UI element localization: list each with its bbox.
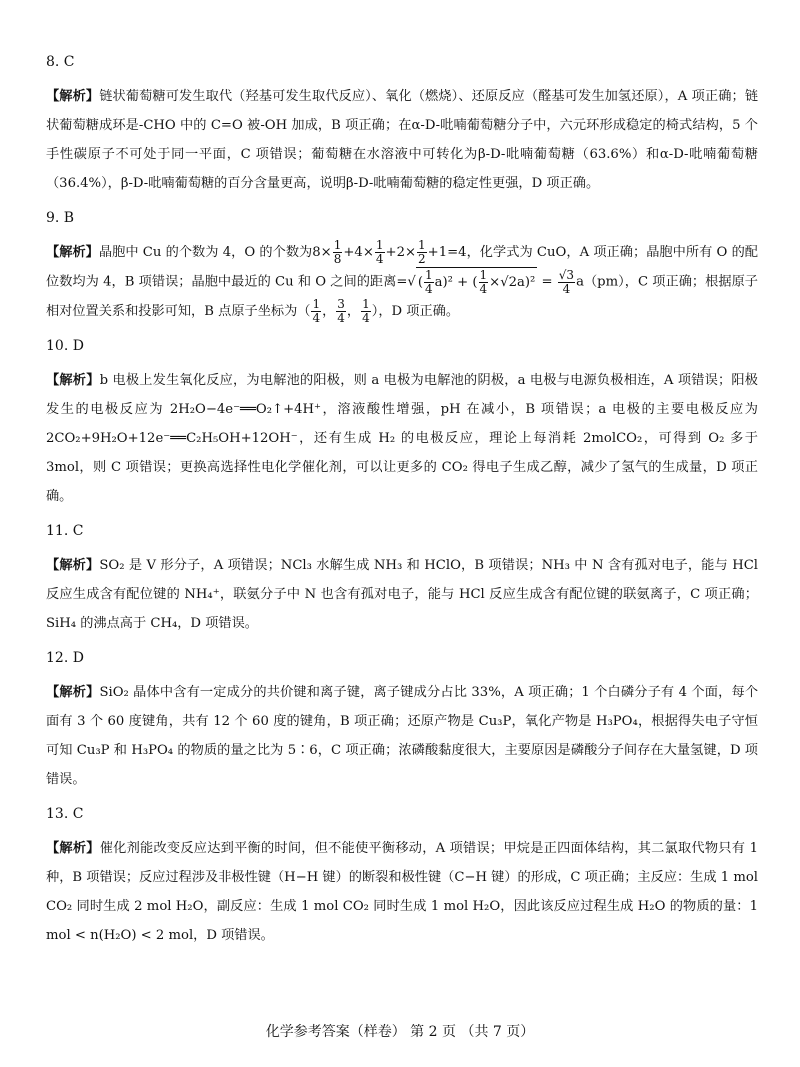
denominator: 4 bbox=[312, 311, 321, 325]
question-10-explanation bbox=[46, 366, 758, 511]
analysis-tag: 【解析】 bbox=[46, 685, 100, 700]
fraction bbox=[424, 269, 434, 296]
numerator: 1 bbox=[479, 268, 488, 282]
question-13-explanation bbox=[46, 834, 758, 950]
question-8-explanation bbox=[46, 82, 758, 198]
question-11-text: SO₂ 是 V 形分子，A 项错误；NCl₃ 水解生成 NH₃ 和 HClO，B 项错误；NH₃ 中 N 含有孤对电子，能与 HCl 反应生成含有配位键的 NH₄⁺，联氨分子中 N 也含有孤对电子，能与 HCl 反应生成含有配位键的联氨离子，C 项正确；SiH₄ 的沸点高于 CH₄，D 项错误。 bbox=[46, 558, 759, 631]
q9-text-3: a（pm），C 项正确；根据原子相对位置关系和投影可知，B 点原子坐标为（ bbox=[46, 274, 758, 319]
q9-expr-4: +1=4 bbox=[427, 245, 467, 260]
coord-fraction-3 bbox=[361, 298, 371, 325]
sqrt-part-3: ×√2a)² bbox=[489, 275, 536, 290]
question-12-number: 12. D bbox=[46, 650, 84, 666]
q9-expr-1: 8× bbox=[312, 245, 332, 260]
analysis-tag: 【解析】 bbox=[46, 245, 99, 260]
question-8-text: 链状葡萄糖可发生取代（羟基可发生取代反应）、氧化（燃烧）、还原反应（醛基可发生加氢还原），A 项正确；链状葡萄糖成环是-CHO 中的 C=O 被-OH 加成，B 项正确；在α-D-吡喃葡萄糖分子中，六元环形成稳定的椅式结构，5 个手性碳原子不可处于同一平面，C 项错误；葡萄糖在水溶液中可转化为β-D-吡喃葡萄糖（63.6%）和α-D-吡喃葡萄糖（36.4%），β-D-吡喃葡萄糖的百分含量更高，说明β-D-吡喃葡萄糖的稳定性更强，D 项正确。 bbox=[46, 89, 759, 191]
analysis-tag: 【解析】 bbox=[46, 841, 100, 856]
question-13-text: 催化剂能改变反应达到平衡的时间，但不能使平衡移动，A 项错误；甲烷是正四面体结构，其二氯取代物只有 1 种，B 项错误；反应过程涉及非极性键（H−H 键）的断裂和极性键（C−H 键）的形成，C 项正确；主反应：生成 1 mol CO₂ 同时生成 2 mol H₂O，副反应：生成 1 mol CO₂ 同时生成 1 mol H₂O，因此该反应过程生成 H₂O 的物质的量：1 mol < n(H₂O) < 2 mol，D 项错误。 bbox=[46, 841, 759, 943]
q9-expr-2: +4× bbox=[343, 245, 374, 260]
question-13-number: 13. C bbox=[46, 806, 84, 822]
sqrt-radicand bbox=[416, 267, 537, 297]
question-9-explanation bbox=[46, 238, 758, 326]
denominator: 4 bbox=[362, 311, 370, 325]
question-12-explanation bbox=[46, 678, 758, 794]
fraction bbox=[333, 239, 343, 266]
coord-fraction-1 bbox=[311, 298, 321, 325]
sqrt-part-2: a)² + ( bbox=[434, 275, 478, 290]
fraction bbox=[375, 239, 385, 266]
fraction bbox=[558, 269, 575, 296]
q9-text-1: 晶胞中 Cu 的个数为 4，O 的个数为 bbox=[98, 245, 313, 260]
numerator: 1 bbox=[375, 238, 384, 252]
q9-text-2: ，化学式为 CuO，A 项正确；晶胞中所有 O 的配位数均为 4，B 项错误；晶胞中最近的 Cu 和 O 之间的距离= bbox=[46, 245, 758, 290]
numerator: 1 bbox=[362, 297, 370, 311]
question-8-number: 8. C bbox=[46, 54, 75, 70]
denominator: 4 bbox=[337, 311, 345, 325]
numerator: 1 bbox=[312, 297, 321, 311]
question-10 bbox=[46, 336, 758, 511]
question-10-text: b 电极上发生氧化反应，为电解池的阳极，则 a 电极为电解池的阴极，a 电极与电源负极相连，A 项错误；阳极发生的电极反应为 2H₂O−4e⁻══O₂↑+4H⁺，溶液酸性增强，pH 在减小，B 项错误；a 电极的主要电极反应为 2CO₂+9H₂O+12e⁻══C₂H₅OH+12OH⁻，还有生成 H₂ 的电极反应，理论上每消耗 2molCO₂，可得到 O₂ 多于 3mol，则 C 项错误；更换高选择性电化学催化剂，可以让更多的 CO₂ 得电子生成乙醇，减少了氢气的生成量，D 项正确。 bbox=[46, 373, 758, 504]
fraction bbox=[479, 269, 489, 296]
denominator: 4 bbox=[375, 252, 384, 266]
sqrt-part-1: ( bbox=[417, 275, 423, 290]
fraction bbox=[417, 239, 427, 266]
analysis-tag: 【解析】 bbox=[46, 558, 100, 573]
question-9 bbox=[46, 208, 758, 326]
denominator: 4 bbox=[479, 282, 488, 296]
equals-sign: = bbox=[537, 274, 557, 290]
numerator: 1 bbox=[418, 238, 426, 252]
page-footer: 化学参考答案（样卷） 第 2 页 （共 7 页） bbox=[265, 1024, 535, 1040]
question-8 bbox=[46, 52, 758, 198]
denominator: 4 bbox=[424, 282, 433, 296]
sqrt-sign: √ bbox=[407, 274, 416, 290]
question-11 bbox=[46, 521, 758, 638]
numerator: 3 bbox=[337, 297, 345, 311]
question-10-number: 10. D bbox=[46, 338, 84, 354]
analysis-tag: 【解析】 bbox=[46, 89, 100, 104]
question-11-explanation bbox=[46, 551, 758, 638]
comma: ， bbox=[346, 304, 361, 319]
question-11-number: 11. C bbox=[46, 523, 84, 539]
question-12-text: SiO₂ 晶体中含有一定成分的共价键和离子键，离子键成分占比 33%，A 项正确；1 个白磷分子有 4 个面，每个面有 3 个 60 度键角，共有 12 个 60 度的键角，B 项正确；还原产物是 Cu₃P，氧化产物是 H₃PO₄，根据得失电子守恒可知 Cu₃P 和 H₃PO₄ 的物质的量之比为 5∶6，C 项正确；浓磷酸黏度很大，主要原因是磷酸分子间存在大量氢键，D 项错误。 bbox=[46, 685, 759, 787]
answer-page bbox=[46, 52, 758, 954]
coord-fraction-2 bbox=[336, 298, 346, 325]
numerator: 1 bbox=[424, 268, 433, 282]
analysis-tag: 【解析】 bbox=[46, 373, 100, 388]
denominator: 2 bbox=[418, 252, 426, 266]
comma: ， bbox=[322, 304, 336, 319]
question-12 bbox=[46, 648, 758, 794]
q9-expr-3: +2× bbox=[385, 245, 417, 260]
denominator: 8 bbox=[333, 252, 342, 266]
q9-text-4: ），D 项正确。 bbox=[371, 304, 460, 319]
question-9-number: 9. B bbox=[46, 210, 75, 226]
numerator: √3 bbox=[558, 267, 575, 282]
numerator: 1 bbox=[333, 238, 342, 252]
denominator: 4 bbox=[562, 281, 571, 296]
question-13 bbox=[46, 804, 758, 950]
